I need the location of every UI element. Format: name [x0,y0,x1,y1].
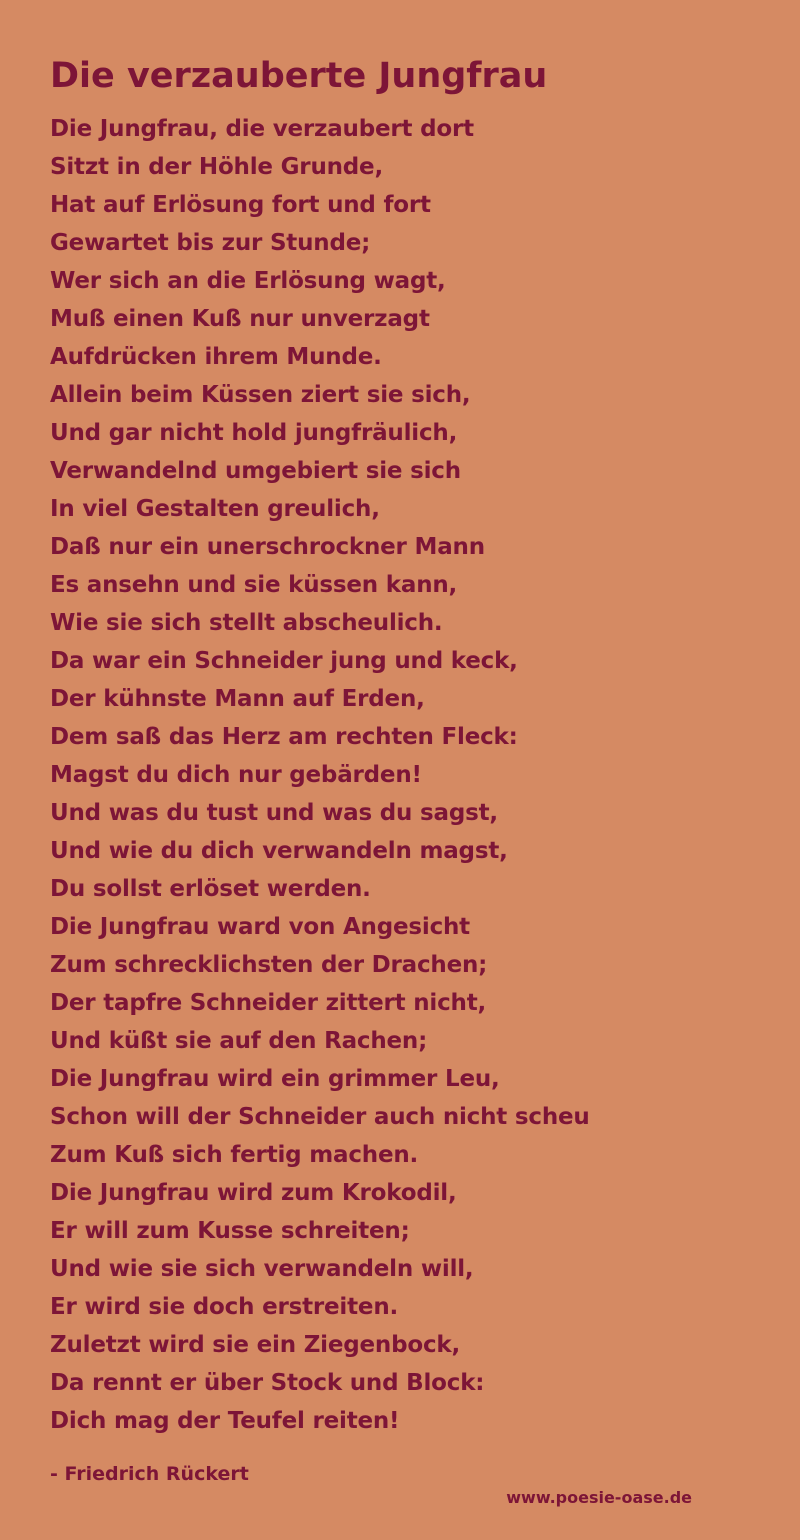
poem-line-10: Verwandelnd umgebiert sie sich [50,458,461,484]
poem-line-35: Dich mag der Teufel reiten! [50,1408,400,1434]
poem-line-19: Und was du tust und was du sagst, [50,800,498,826]
poem-line-24: Der tapfre Schneider zittert nicht, [50,990,487,1016]
poem-line-15: Da war ein Schneider jung und keck, [50,648,518,674]
poem-line-2: Sitzt in der Höhle Grunde, [50,154,383,180]
poem-line-33: Zuletzt wird sie ein Ziegenbock, [50,1332,461,1358]
poem-line-21: Du sollst erlöset werden. [50,876,371,902]
poem-line-16: Der kühnste Mann auf Erden, [50,686,425,712]
poem-line-28: Zum Kuß sich fertig machen. [50,1142,419,1168]
poem-line-7: Aufdrücken ihrem Munde. [50,344,382,370]
poem-line-4: Gewartet bis zur Stunde; [50,230,371,256]
poem-line-27: Schon will der Schneider auch nicht scheu [50,1104,590,1130]
poem-line-17: Dem saß das Herz am rechten Fleck: [50,724,518,750]
website-credit: www.poesie-oase.de [506,1488,692,1507]
poem-line-8: Allein beim Küssen ziert sie sich, [50,382,471,408]
poem-line-26: Die Jungfrau wird ein grimmer Leu, [50,1066,500,1092]
poem-line-20: Und wie du dich verwandeln magst, [50,838,508,864]
poem-line-32: Er wird sie doch erstreiten. [50,1294,399,1320]
poem-line-9: Und gar nicht hold jungfräulich, [50,420,458,446]
poem-line-34: Da rennt er über Stock und Block: [50,1370,485,1396]
poem-line-13: Es ansehn und sie küssen kann, [50,572,458,598]
poem-line-18: Magst du dich nur gebärden! [50,762,422,788]
poem-line-23: Zum schrecklichsten der Drachen; [50,952,488,978]
poem-title: Die verzauberte Jungfrau [50,56,548,96]
poem-line-22: Die Jungfrau ward von Angesicht [50,914,470,940]
poem-line-30: Er will zum Kusse schreiten; [50,1218,410,1244]
poem-line-25: Und küßt sie auf den Rachen; [50,1028,428,1054]
poem-line-14: Wie sie sich stellt abscheulich. [50,610,443,636]
poem-line-12: Daß nur ein unerschrockner Mann [50,534,485,560]
poem-line-1: Die Jungfrau, die verzaubert dort [50,116,474,142]
poem-line-11: In viel Gestalten greulich, [50,496,380,522]
poem-line-31: Und wie sie sich verwandeln will, [50,1256,474,1282]
poem-line-3: Hat auf Erlösung fort und fort [50,192,431,218]
poem-line-5: Wer sich an die Erlösung wagt, [50,268,446,294]
poem-body [50,110,770,1440]
poem-author: - Friedrich Rückert [50,1463,249,1485]
poem-line-6: Muß einen Kuß nur unverzagt [50,306,430,332]
poem-line-29: Die Jungfrau wird zum Krokodil, [50,1180,457,1206]
